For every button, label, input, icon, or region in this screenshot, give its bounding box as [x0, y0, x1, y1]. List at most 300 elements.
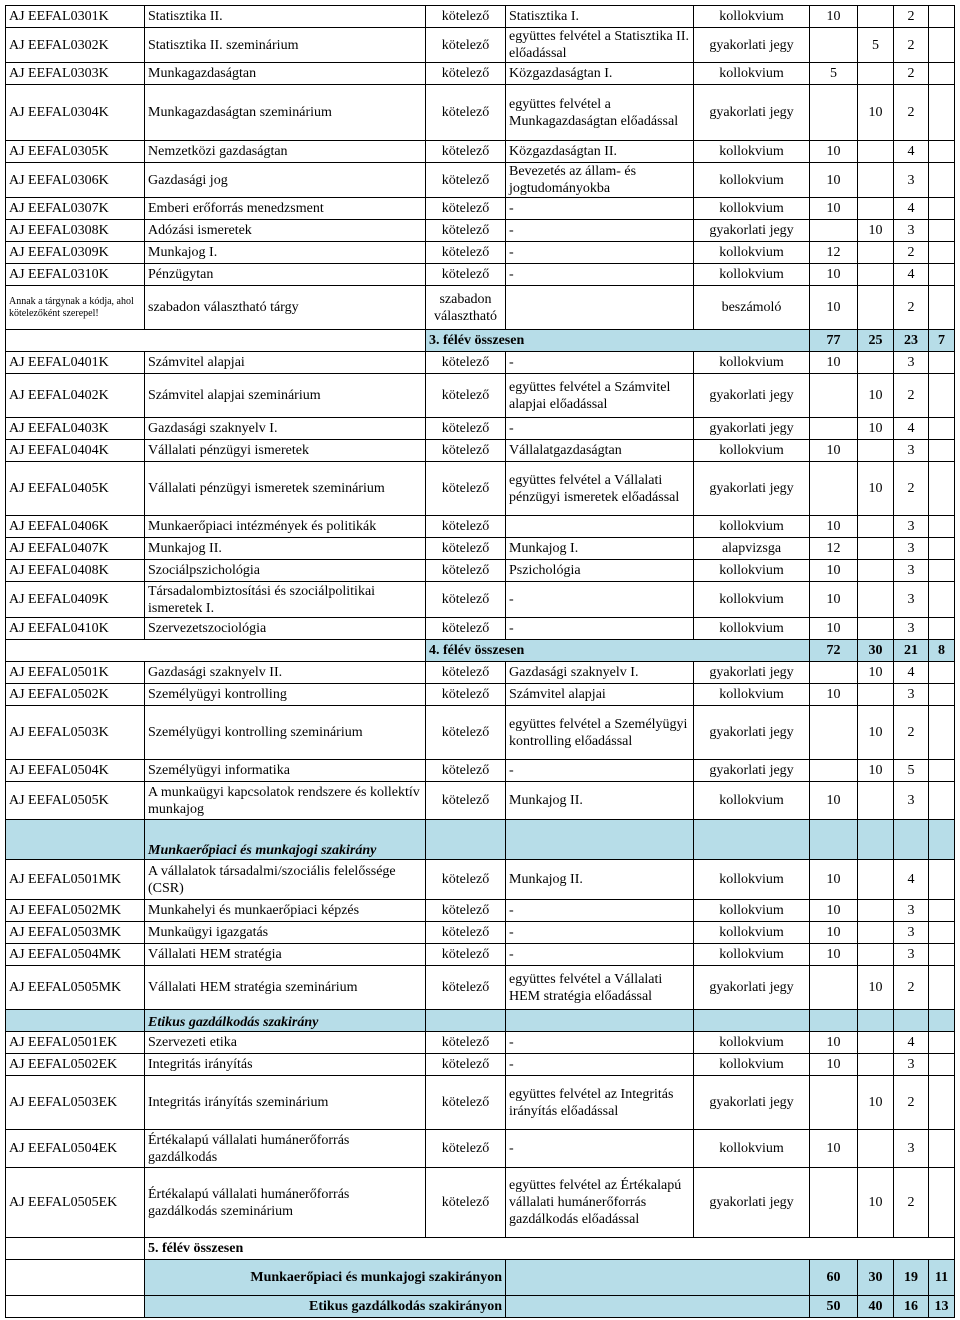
course-row: [6, 860, 955, 900]
course-code: AJ EEFAL0504EK: [6, 1130, 145, 1168]
course-code: AJ EEFAL0402K: [6, 374, 145, 418]
credits: 3: [894, 163, 929, 198]
lecture-hours: 10: [810, 163, 858, 198]
total-label: 5. félév összesen: [145, 1238, 955, 1260]
total-c: 19: [894, 1260, 929, 1296]
prerequisite: együttes felvétel a Személyügyi kontrolling előadással: [506, 706, 694, 760]
requirement-type: kötelező: [426, 418, 506, 440]
specialization-header-row: [6, 1010, 955, 1032]
course-row: [6, 516, 955, 538]
practice-hours: [858, 1032, 894, 1054]
extra: [929, 264, 955, 286]
course-name: Számvitel alapjai: [145, 352, 426, 374]
course-name: Pénzügytan: [145, 264, 426, 286]
credits: 3: [894, 782, 929, 820]
course-row: [6, 966, 955, 1010]
extra: [929, 1054, 955, 1076]
extra: [929, 1130, 955, 1168]
requirement-type: kötelező: [426, 1130, 506, 1168]
total-a: 50: [810, 1296, 858, 1318]
lecture-hours: 10: [810, 1054, 858, 1076]
course-name: Munkagazdaságtan szeminárium: [145, 85, 426, 141]
prerequisite: -: [506, 900, 694, 922]
prerequisite: Pszichológia: [506, 560, 694, 582]
semester-total-row: [6, 330, 955, 352]
course-row: [6, 618, 955, 640]
credits: 2: [894, 286, 929, 330]
requirement-type: kötelező: [426, 374, 506, 418]
total-label: 4. félév összesen: [426, 640, 810, 662]
course-name: Vállalati pénzügyi ismeretek: [145, 440, 426, 462]
course-row: [6, 374, 955, 418]
credits: 2: [894, 1076, 929, 1130]
exam-type: kollokvium: [694, 1130, 810, 1168]
prerequisite: együttes felvétel a Számvitel alapjai előadással: [506, 374, 694, 418]
practice-hours: [858, 6, 894, 28]
course-code: AJ EEFAL0302K: [6, 28, 145, 63]
lecture-hours: 10: [810, 264, 858, 286]
total-spacer: [6, 1260, 145, 1296]
course-code: AJ EEFAL0407K: [6, 538, 145, 560]
total-c: 23: [894, 330, 929, 352]
requirement-type: kötelező: [426, 860, 506, 900]
spec-blank: [506, 820, 694, 860]
course-row: [6, 418, 955, 440]
credits: 2: [894, 28, 929, 63]
course-row: [6, 1054, 955, 1076]
semester-5-total-row: [6, 1238, 955, 1260]
exam-type: gyakorlati jegy: [694, 220, 810, 242]
extra: [929, 922, 955, 944]
course-row: [6, 662, 955, 684]
prerequisite: Munkajog I.: [506, 538, 694, 560]
credits: 3: [894, 516, 929, 538]
spec-blank: [694, 1010, 810, 1032]
lecture-hours: 10: [810, 198, 858, 220]
credits: 3: [894, 1130, 929, 1168]
course-name: Szervezeti etika: [145, 1032, 426, 1054]
practice-hours: [858, 944, 894, 966]
credits: 4: [894, 264, 929, 286]
lecture-hours: 12: [810, 538, 858, 560]
course-name: Gazdasági szaknyelv II.: [145, 662, 426, 684]
course-code: AJ EEFAL0408K: [6, 560, 145, 582]
course-name: Munkagazdaságtan: [145, 63, 426, 85]
course-row: [6, 582, 955, 618]
requirement-type: kötelező: [426, 264, 506, 286]
requirement-type: kötelező: [426, 662, 506, 684]
requirement-type: kötelező: [426, 220, 506, 242]
total-b: 25: [858, 330, 894, 352]
course-code: AJ EEFAL0404K: [6, 440, 145, 462]
course-name: Munkaerőpiaci intézmények és politikák: [145, 516, 426, 538]
course-name: Munkajog I.: [145, 242, 426, 264]
practice-hours: [858, 1130, 894, 1168]
extra: [929, 1032, 955, 1054]
practice-hours: [858, 782, 894, 820]
requirement-type: kötelező: [426, 618, 506, 640]
extra: [929, 1168, 955, 1238]
curriculum-table: [5, 5, 955, 1318]
credits: 4: [894, 418, 929, 440]
course-name: Értékalapú vállalati humánerőforrás gazdálkodás szeminárium: [145, 1168, 426, 1238]
requirement-type: kötelező: [426, 582, 506, 618]
lecture-hours: 10: [810, 6, 858, 28]
requirement-type: kötelező: [426, 560, 506, 582]
prerequisite: együttes felvétel a Statisztika II. előadással: [506, 28, 694, 63]
exam-type: alapvizsga: [694, 538, 810, 560]
specialization-title: Etikus gazdálkodás szakirány: [145, 1010, 426, 1032]
spec-blank: [929, 820, 955, 860]
total-a: 60: [810, 1260, 858, 1296]
practice-hours: [858, 242, 894, 264]
credits: 3: [894, 582, 929, 618]
prerequisite: Vállalatgazdaságtan: [506, 440, 694, 462]
course-code: AJ EEFAL0503K: [6, 706, 145, 760]
lecture-hours: 10: [810, 1130, 858, 1168]
course-row: [6, 462, 955, 516]
extra: [929, 141, 955, 163]
lecture-hours: 10: [810, 860, 858, 900]
specialization-total-row: [6, 1296, 955, 1318]
prerequisite: Közgazdaságtan II.: [506, 141, 694, 163]
lecture-hours: [810, 760, 858, 782]
course-code: AJ EEFAL0307K: [6, 198, 145, 220]
course-row: [6, 63, 955, 85]
credits: 3: [894, 538, 929, 560]
lecture-hours: [810, 462, 858, 516]
total-c: 16: [894, 1296, 929, 1318]
exam-type: kollokvium: [694, 141, 810, 163]
extra: [929, 760, 955, 782]
course-code: AJ EEFAL0309K: [6, 242, 145, 264]
course-code: AJ EEFAL0403K: [6, 418, 145, 440]
course-code: AJ EEFAL0401K: [6, 352, 145, 374]
exam-type: kollokvium: [694, 782, 810, 820]
course-name: Személyügyi kontrolling szeminárium: [145, 706, 426, 760]
course-code: AJ EEFAL0503MK: [6, 922, 145, 944]
requirement-type: kötelező: [426, 163, 506, 198]
specialization-total-row: [6, 1260, 955, 1296]
practice-hours: 10: [858, 1168, 894, 1238]
prerequisite: Statisztika I.: [506, 6, 694, 28]
course-code: AJ EEFAL0502EK: [6, 1054, 145, 1076]
requirement-type: kötelező: [426, 1054, 506, 1076]
extra: [929, 966, 955, 1010]
practice-hours: [858, 618, 894, 640]
extra: [929, 63, 955, 85]
exam-type: kollokvium: [694, 198, 810, 220]
course-code: AJ EEFAL0503EK: [6, 1076, 145, 1130]
practice-hours: [858, 141, 894, 163]
total-a: 72: [810, 640, 858, 662]
extra: [929, 944, 955, 966]
practice-hours: [858, 560, 894, 582]
course-row: [6, 1168, 955, 1238]
exam-type: gyakorlati jegy: [694, 418, 810, 440]
spec-blank: [6, 820, 145, 860]
prerequisite: [506, 286, 694, 330]
practice-hours: 10: [858, 462, 894, 516]
course-name: A vállalatok társadalmi/szociális felelőssége (CSR): [145, 860, 426, 900]
course-code: AJ EEFAL0301K: [6, 6, 145, 28]
course-code: AJ EEFAL0305K: [6, 141, 145, 163]
exam-type: gyakorlati jegy: [694, 662, 810, 684]
course-code: AJ EEFAL0501MK: [6, 860, 145, 900]
course-code: AJ EEFAL0502K: [6, 684, 145, 706]
prerequisite: -: [506, 944, 694, 966]
course-code: AJ EEFAL0501K: [6, 662, 145, 684]
course-name: Munkajog II.: [145, 538, 426, 560]
total-b: 30: [858, 640, 894, 662]
practice-hours: [858, 582, 894, 618]
requirement-type: kötelező: [426, 706, 506, 760]
exam-type: gyakorlati jegy: [694, 374, 810, 418]
course-name: Adózási ismeretek: [145, 220, 426, 242]
lecture-hours: 12: [810, 242, 858, 264]
prerequisite: -: [506, 1130, 694, 1168]
extra: [929, 684, 955, 706]
practice-hours: [858, 286, 894, 330]
credits: 2: [894, 462, 929, 516]
extra: [929, 860, 955, 900]
practice-hours: [858, 860, 894, 900]
course-name: Vállalati HEM stratégia: [145, 944, 426, 966]
credits: 3: [894, 684, 929, 706]
course-name: Statisztika II.: [145, 6, 426, 28]
course-code: AJ EEFAL0505K: [6, 782, 145, 820]
requirement-type: kötelező: [426, 198, 506, 220]
spec-blank: [6, 1010, 145, 1032]
extra: [929, 242, 955, 264]
extra: [929, 538, 955, 560]
exam-type: kollokvium: [694, 560, 810, 582]
exam-type: kollokvium: [694, 63, 810, 85]
exam-type: kollokvium: [694, 1032, 810, 1054]
extra: [929, 374, 955, 418]
total-spacer: [6, 640, 426, 662]
practice-hours: [858, 440, 894, 462]
course-row: [6, 560, 955, 582]
total-label: 3. félév összesen: [426, 330, 810, 352]
prerequisite: Közgazdaságtan I.: [506, 63, 694, 85]
course-row: [6, 782, 955, 820]
total-blank: [506, 1296, 810, 1318]
exam-type: kollokvium: [694, 516, 810, 538]
extra: [929, 706, 955, 760]
practice-hours: [858, 264, 894, 286]
course-name: Nemzetközi gazdaságtan: [145, 141, 426, 163]
spec-blank: [929, 1010, 955, 1032]
course-code: Annak a tárgynak a kódja, ahol kötelezőként szerepel!: [6, 286, 145, 330]
credits: 3: [894, 922, 929, 944]
prerequisite: Munkajog II.: [506, 860, 694, 900]
requirement-type: kötelező: [426, 85, 506, 141]
total-d: 7: [929, 330, 955, 352]
course-row: [6, 1076, 955, 1130]
course-code: AJ EEFAL0504K: [6, 760, 145, 782]
course-code: AJ EEFAL0410K: [6, 618, 145, 640]
requirement-type: kötelező: [426, 1076, 506, 1130]
requirement-type: kötelező: [426, 352, 506, 374]
exam-type: kollokvium: [694, 242, 810, 264]
exam-type: kollokvium: [694, 352, 810, 374]
requirement-type: kötelező: [426, 63, 506, 85]
course-name: Integritás irányítás: [145, 1054, 426, 1076]
credits: 3: [894, 1054, 929, 1076]
lecture-hours: 10: [810, 684, 858, 706]
extra: [929, 440, 955, 462]
credits: 2: [894, 374, 929, 418]
exam-type: gyakorlati jegy: [694, 706, 810, 760]
curriculum-body: [6, 6, 955, 1318]
course-row: [6, 198, 955, 220]
course-name: Vállalati HEM stratégia szeminárium: [145, 966, 426, 1010]
course-row: [6, 220, 955, 242]
total-b: 30: [858, 1260, 894, 1296]
practice-hours: 10: [858, 85, 894, 141]
course-row: [6, 85, 955, 141]
credits: 4: [894, 662, 929, 684]
course-name: Vállalati pénzügyi ismeretek szeminárium: [145, 462, 426, 516]
course-code: AJ EEFAL0310K: [6, 264, 145, 286]
lecture-hours: 10: [810, 352, 858, 374]
course-name: Integritás irányítás szeminárium: [145, 1076, 426, 1130]
exam-type: kollokvium: [694, 264, 810, 286]
practice-hours: [858, 198, 894, 220]
total-spacer: [6, 330, 426, 352]
credits: 2: [894, 706, 929, 760]
course-name: Gazdasági szaknyelv I.: [145, 418, 426, 440]
practice-hours: 10: [858, 706, 894, 760]
course-code: AJ EEFAL0304K: [6, 85, 145, 141]
exam-type: kollokvium: [694, 944, 810, 966]
course-row: [6, 900, 955, 922]
spec-blank: [694, 820, 810, 860]
lecture-hours: [810, 1168, 858, 1238]
practice-hours: 10: [858, 966, 894, 1010]
requirement-type: kötelező: [426, 538, 506, 560]
course-row: [6, 352, 955, 374]
requirement-type: szabadon választható: [426, 286, 506, 330]
exam-type: kollokvium: [694, 163, 810, 198]
course-code: AJ EEFAL0406K: [6, 516, 145, 538]
prerequisite: -: [506, 1032, 694, 1054]
requirement-type: kötelező: [426, 684, 506, 706]
lecture-hours: 10: [810, 582, 858, 618]
specialization-title: Munkaerőpiaci és munkajogi szakirány: [145, 820, 426, 860]
credits: 4: [894, 860, 929, 900]
prerequisite: Gazdasági szaknyelv I.: [506, 662, 694, 684]
course-row: [6, 760, 955, 782]
total-a: 77: [810, 330, 858, 352]
lecture-hours: [810, 28, 858, 63]
extra: [929, 28, 955, 63]
lecture-hours: 10: [810, 560, 858, 582]
practice-hours: [858, 1054, 894, 1076]
extra: [929, 352, 955, 374]
extra: [929, 418, 955, 440]
prerequisite: [506, 516, 694, 538]
course-name: Munkaügyi igazgatás: [145, 922, 426, 944]
course-row: [6, 538, 955, 560]
lecture-hours: 10: [810, 944, 858, 966]
course-row: [6, 1032, 955, 1054]
exam-type: kollokvium: [694, 1054, 810, 1076]
prerequisite: -: [506, 242, 694, 264]
exam-type: gyakorlati jegy: [694, 85, 810, 141]
course-code: AJ EEFAL0409K: [6, 582, 145, 618]
extra: [929, 516, 955, 538]
lecture-hours: [810, 418, 858, 440]
course-row: [6, 264, 955, 286]
practice-hours: [858, 538, 894, 560]
exam-type: gyakorlati jegy: [694, 966, 810, 1010]
spec-blank: [810, 1010, 858, 1032]
prerequisite: -: [506, 922, 694, 944]
prerequisite: Munkajog II.: [506, 782, 694, 820]
prerequisite: -: [506, 760, 694, 782]
credits: 2: [894, 63, 929, 85]
practice-hours: 10: [858, 374, 894, 418]
spec-blank: [894, 1010, 929, 1032]
practice-hours: [858, 352, 894, 374]
credits: 2: [894, 242, 929, 264]
requirement-type: kötelező: [426, 28, 506, 63]
extra: [929, 1076, 955, 1130]
course-code: AJ EEFAL0303K: [6, 63, 145, 85]
prerequisite: együttes felvétel az Értékalapú vállalati humánerőforrás gazdálkodás előadással: [506, 1168, 694, 1238]
course-row: [6, 922, 955, 944]
credits: 4: [894, 141, 929, 163]
course-name: Személyügyi informatika: [145, 760, 426, 782]
credits: 4: [894, 198, 929, 220]
practice-hours: [858, 900, 894, 922]
requirement-type: kötelező: [426, 944, 506, 966]
requirement-type: kötelező: [426, 966, 506, 1010]
requirement-type: kötelező: [426, 6, 506, 28]
course-code: AJ EEFAL0501EK: [6, 1032, 145, 1054]
total-label: Munkaerőpiaci és munkajogi szakirányon: [145, 1260, 506, 1296]
requirement-type: kötelező: [426, 462, 506, 516]
requirement-type: kötelező: [426, 242, 506, 264]
spec-blank: [894, 820, 929, 860]
course-name: Statisztika II. szeminárium: [145, 28, 426, 63]
credits: 2: [894, 85, 929, 141]
credits: 3: [894, 944, 929, 966]
exam-type: gyakorlati jegy: [694, 462, 810, 516]
lecture-hours: 10: [810, 1032, 858, 1054]
extra: [929, 900, 955, 922]
practice-hours: 10: [858, 1076, 894, 1130]
extra: [929, 582, 955, 618]
lecture-hours: 10: [810, 900, 858, 922]
extra: [929, 286, 955, 330]
extra: [929, 163, 955, 198]
prerequisite: -: [506, 418, 694, 440]
practice-hours: 5: [858, 28, 894, 63]
requirement-type: kötelező: [426, 1168, 506, 1238]
course-code: AJ EEFAL0505MK: [6, 966, 145, 1010]
course-name: Emberi erőforrás menedzsment: [145, 198, 426, 220]
lecture-hours: 10: [810, 141, 858, 163]
total-b: 40: [858, 1296, 894, 1318]
total-d: 8: [929, 640, 955, 662]
course-row: [6, 286, 955, 330]
lecture-hours: 10: [810, 516, 858, 538]
specialization-header-row: [6, 820, 955, 860]
course-row: [6, 684, 955, 706]
